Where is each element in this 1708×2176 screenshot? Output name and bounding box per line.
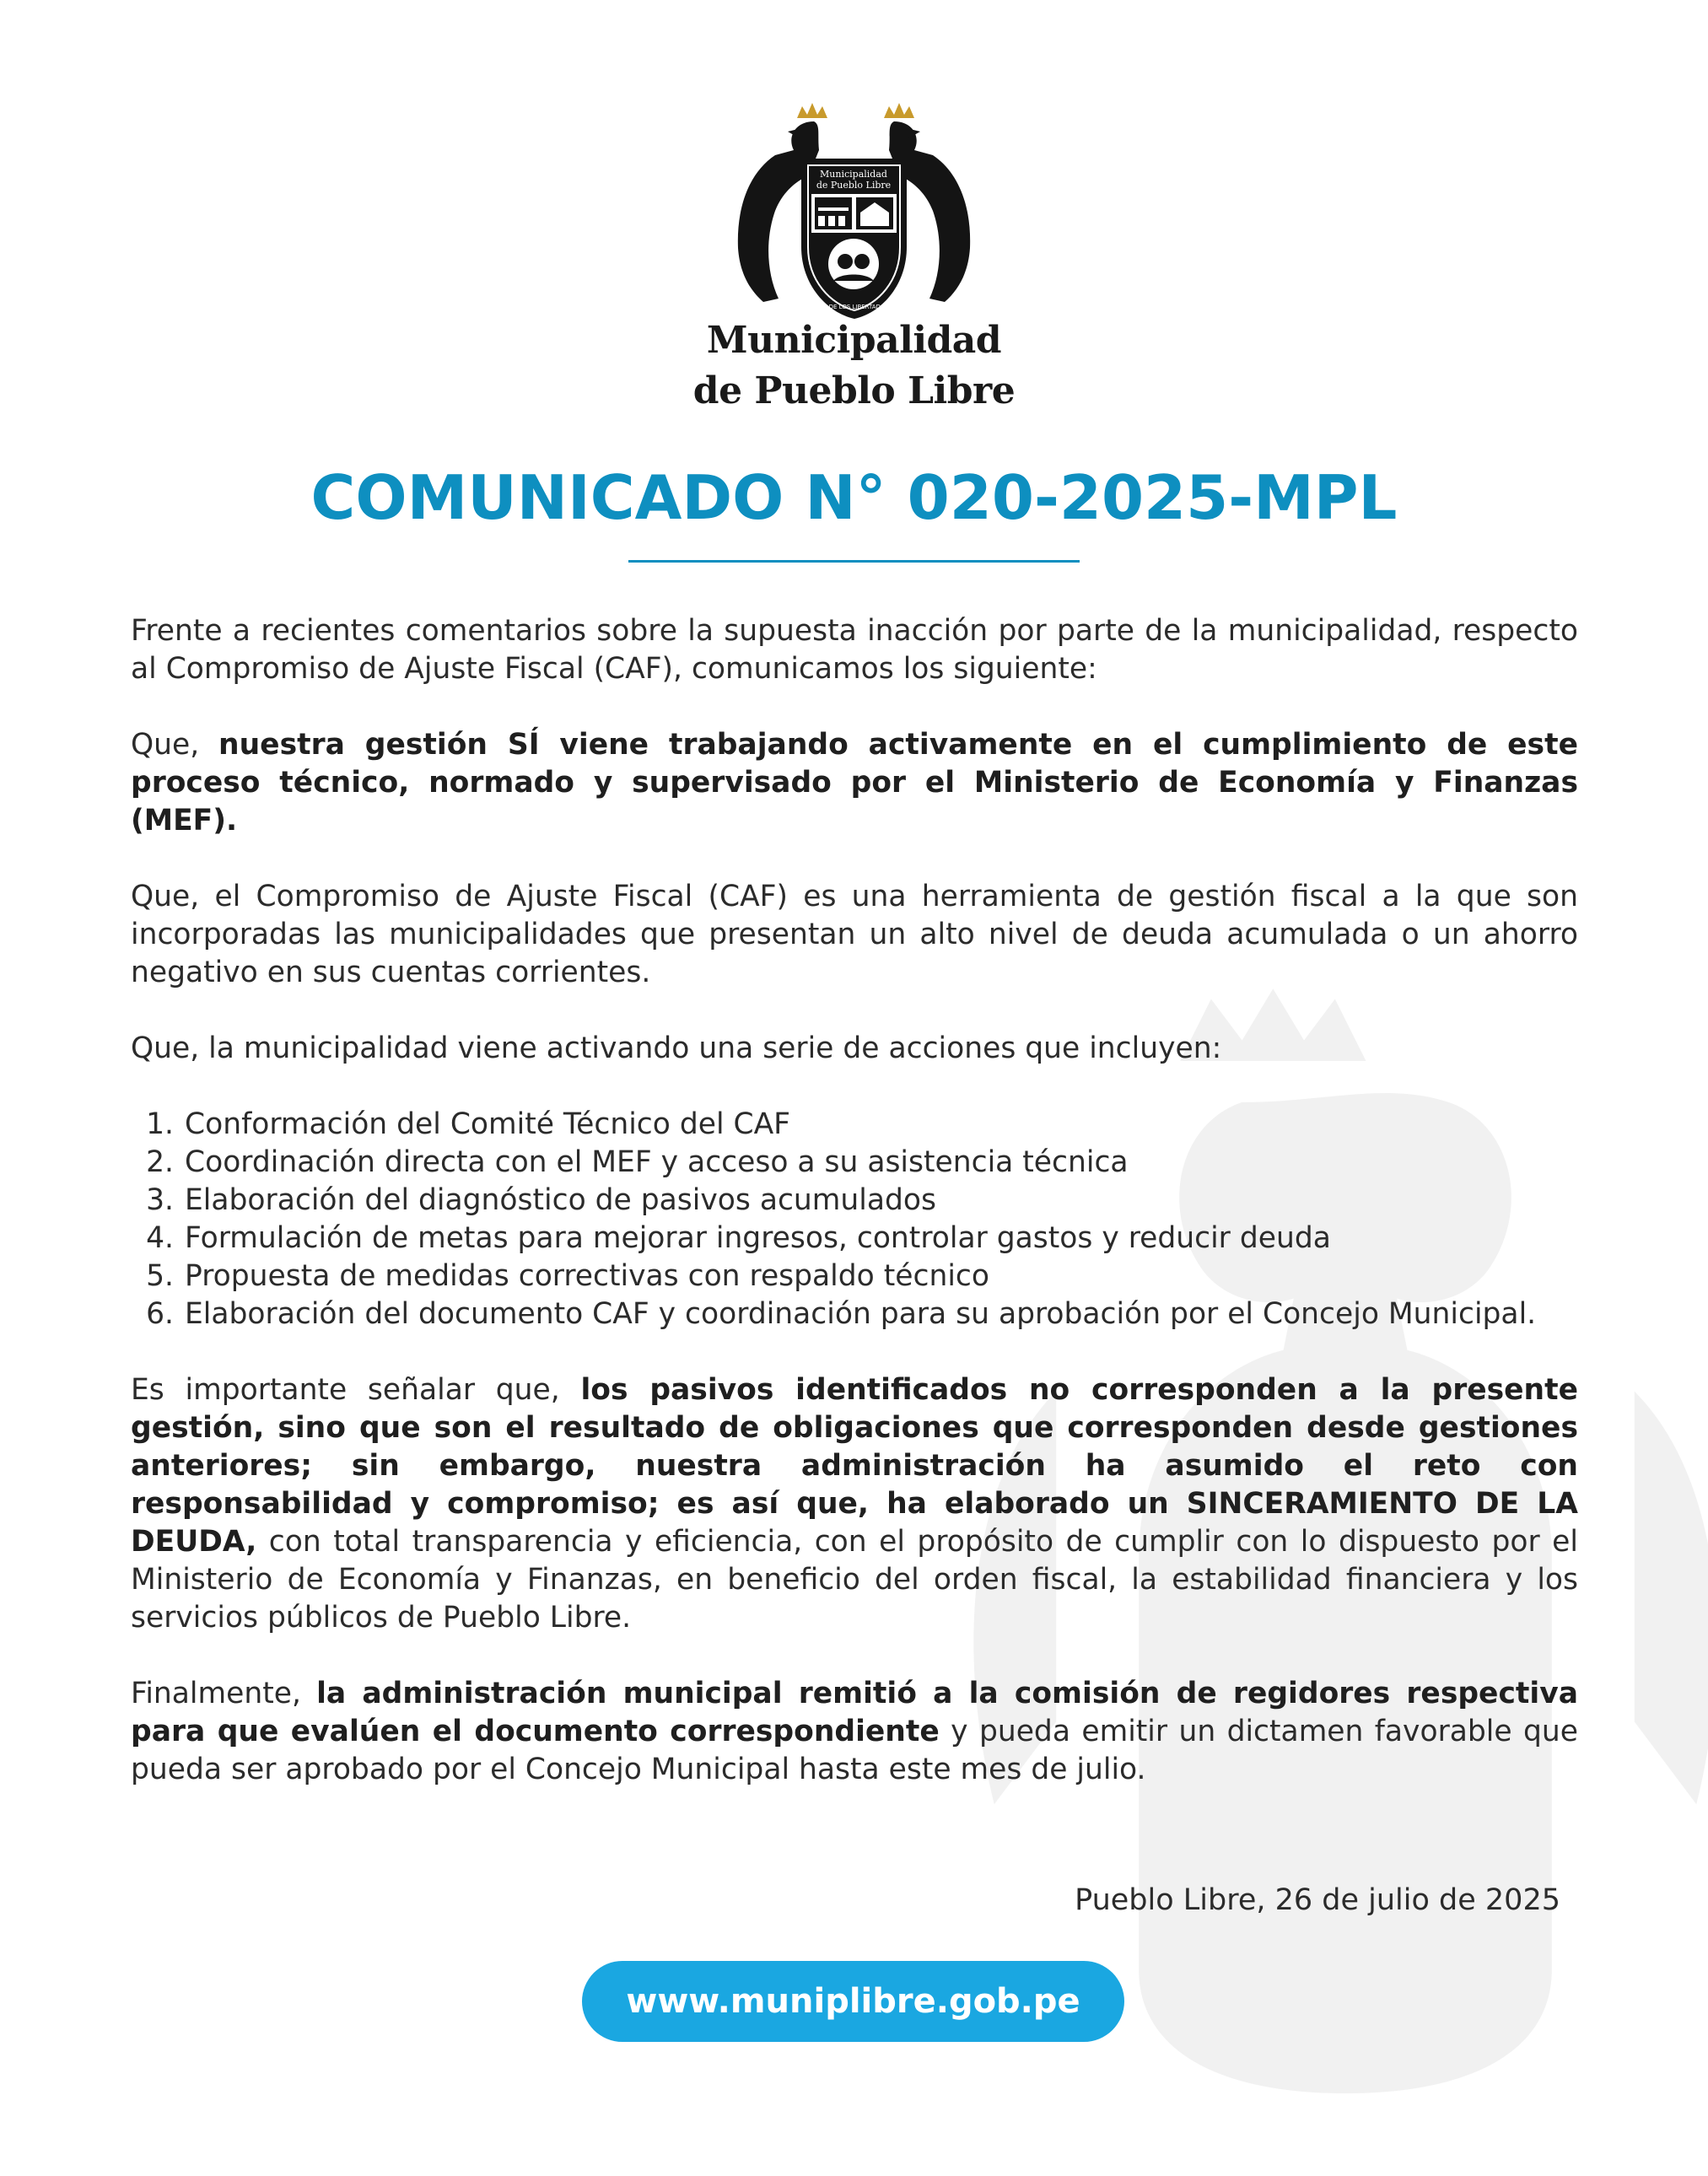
seal-text-line2: de Pueblo Libre bbox=[816, 180, 892, 191]
issue-date: Pueblo Libre, 26 de julio de 2025 bbox=[1075, 1883, 1560, 1917]
municipal-crest-logo bbox=[734, 100, 974, 323]
paragraph-management bbox=[131, 726, 1578, 840]
paragraph-debt-lead: Es importante señalar que, bbox=[131, 1373, 581, 1407]
paragraph-final bbox=[131, 1675, 1578, 1789]
paragraph-final-tail: y pueda emitir un dictamen favorable que pueda ser aprobado por el Concejo Municipal hasta este mes de julio. bbox=[131, 1715, 1578, 1786]
paragraph-final-bold: la administración municipal remitió a la comisión de regidores respectiva para que evalúen el documento correspondiente bbox=[131, 1677, 1578, 1748]
action-item: 4. Formulación de metas para mejorar ingresos, controlar gastos y reducir deuda bbox=[183, 1220, 1578, 1258]
action-item: 5. Propuesta de medidas correctivas con respaldo técnico bbox=[183, 1258, 1578, 1295]
paragraph-actions-intro: Que, la municipalidad viene activando una serie de acciones que incluyen: bbox=[131, 1031, 1222, 1065]
paragraph-final-lead: Finalmente, bbox=[131, 1677, 317, 1710]
action-item: 6. Elaboración del documento CAF y coordinación para su aprobación por el Concejo Municipal. bbox=[183, 1295, 1578, 1333]
paragraph-debt-tail: con total transparencia y eficiencia, con el propósito de cumplir con lo dispuesto por el Ministerio de Economía y Finanzas, en beneficio del orden fiscal, la estabilidad financiera y los servicios públicos de Pueblo Libre. bbox=[131, 1525, 1578, 1635]
paragraph-intro: Frente a recientes comentarios sobre la supuesta inacción por parte de la municipalidad, respecto al Compromiso de Ajuste Fiscal (CAF), comunicamos los siguiente: bbox=[131, 614, 1578, 686]
brand-name-line1: Municipalidad bbox=[706, 319, 1002, 362]
paragraph-management-bold: nuestra gestión SÍ viene trabajando activamente en el cumplimiento de este proceso técnico, normado y supervisado por el Ministerio de Economía y Finanzas (MEF). bbox=[131, 728, 1578, 838]
paragraph-debt bbox=[131, 1371, 1578, 1637]
seal-motto: VILLA DE LOS LIBERTADORES bbox=[810, 304, 897, 310]
title-divider bbox=[628, 560, 1080, 563]
action-item: 1. Conformación del Comité Técnico del CAF bbox=[183, 1106, 1578, 1144]
communique-title: COMUNICADO N° 020-2025-MPL bbox=[310, 462, 1398, 533]
paragraph-management-lead: Que, bbox=[131, 728, 219, 762]
action-item: 3. Elaboración del diagnóstico de pasivos acumulados bbox=[183, 1182, 1578, 1220]
seal-text-line1: Municipalidad bbox=[820, 169, 887, 180]
website-link-button[interactable]: www.muniplibre.gob.pe bbox=[582, 1961, 1124, 2042]
brand-name-line2: de Pueblo Libre bbox=[692, 369, 1016, 412]
communique-body bbox=[131, 612, 1578, 1827]
actions-list bbox=[131, 1106, 1578, 1333]
paragraph-caf-definition: Que, el Compromiso de Ajuste Fiscal (CAF) es una herramienta de gestión fiscal a la que son incorporadas las municipalidades que presentan un alto nivel de deuda acumulada o un ahorro negativo en sus cuentas corrientes. bbox=[131, 880, 1578, 989]
action-item: 2. Coordinación directa con el MEF y acceso a su asistencia técnica bbox=[183, 1144, 1578, 1182]
paragraph-debt-bold: los pasivos identificados no corresponden a la presente gestión, sino que son el resultado de obligaciones que corresponden desde gestiones anteriores; sin embargo, nuestra administración ha asumido el reto con responsabilidad y compromiso; es así que, ha elaborado un SINCERAMIENTO DE LA DEUDA, bbox=[131, 1373, 1578, 1559]
